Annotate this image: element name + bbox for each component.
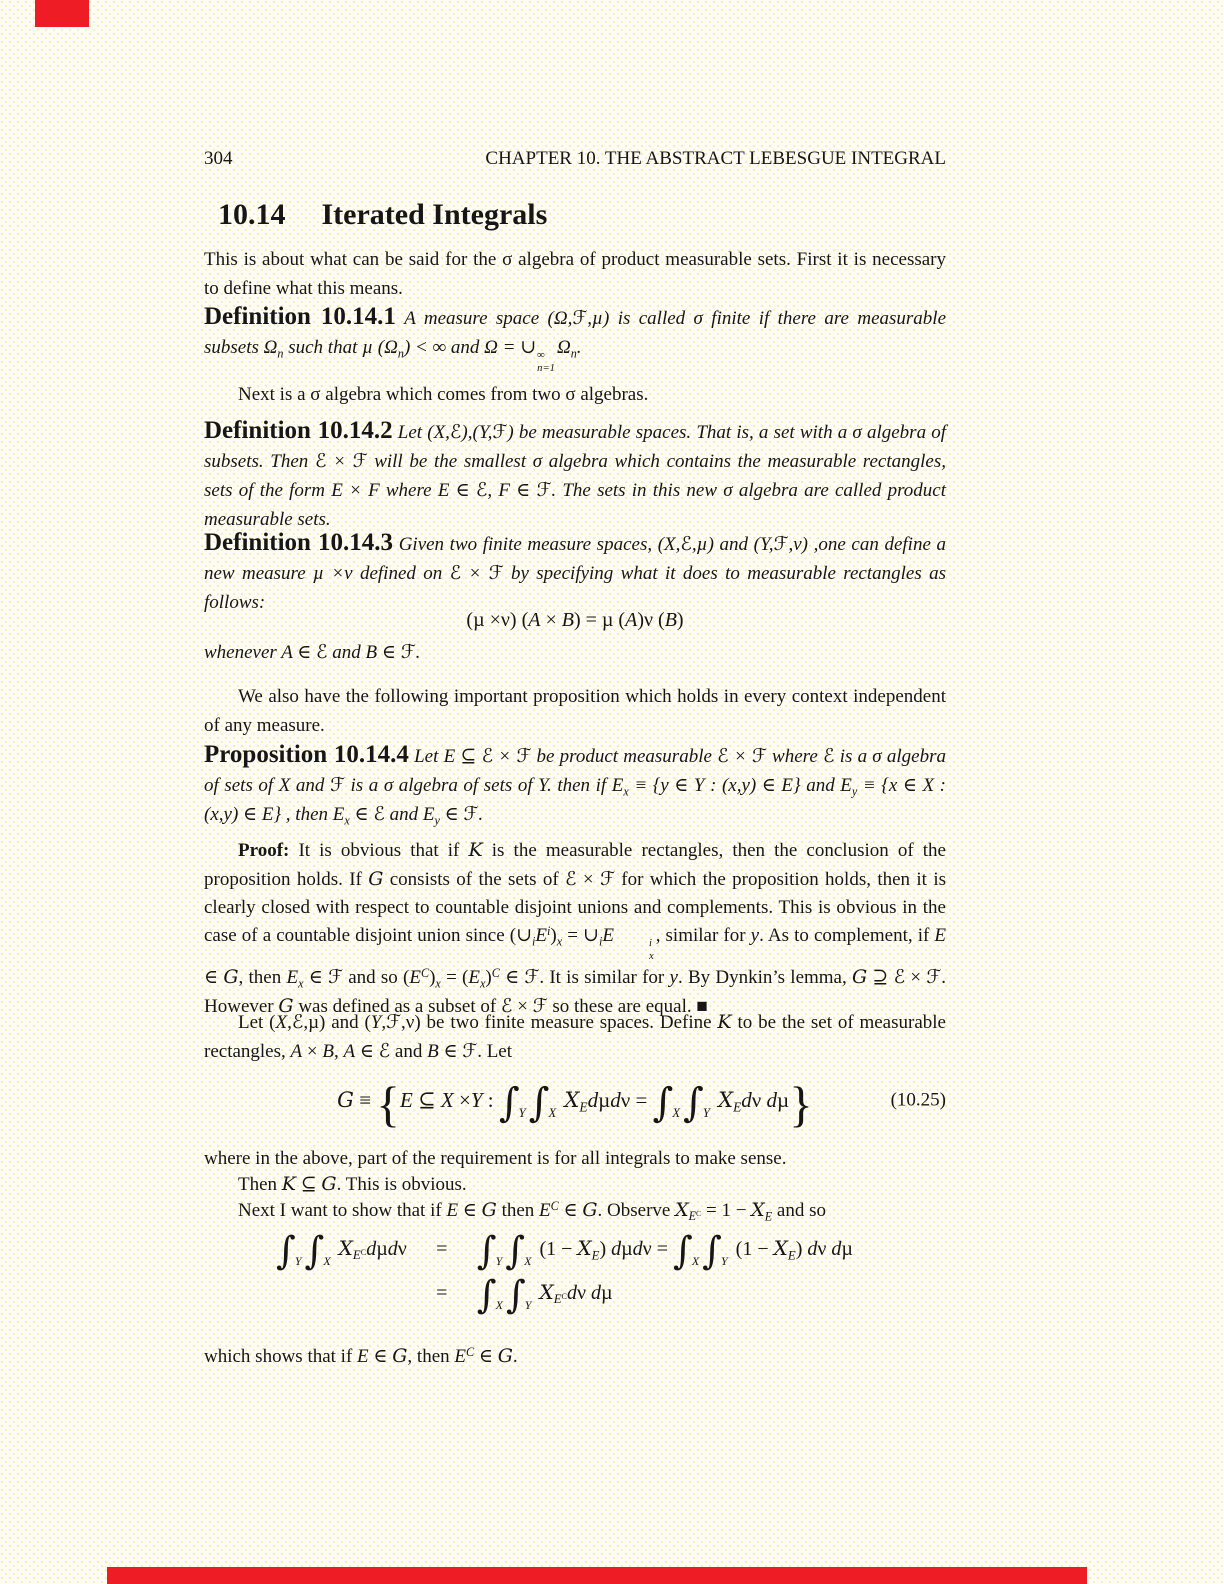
definition-10-14-2-heading: Definition 10.14.2 — [204, 417, 393, 444]
aligned-eq-row1-equals: = — [436, 1237, 448, 1260]
definition-10-14-2-body: Let (X,ℰ),(Y,ℱ) be measurable spaces. That is, a set with a σ algebra of subsets. Then ℰ × ℱ will be the smallest σ algebra which contains the measurable rectangles, sets of the form E × F where E ∈ ℰ, F ∈ ℱ. The sets in this new σ algebra are called product measurable sets. — [204, 422, 947, 530]
running-head — [204, 148, 946, 170]
equation-complement-derivation — [276, 1228, 1018, 1317]
equation-10-25-body: G ≡ {E ⊆ X ×Y : $\int_Y\int_X$ $X_Ed\mu d\nu = \int_X\int_Y$ $X_Ed\nu$ dµ} — [337, 1076, 813, 1132]
paragraph-where-above: where in the above, part of the requirement is for all integrals to make sense. — [204, 1148, 787, 1169]
proof-body: It is obvious that if K is the measurable rectangles, then the conclusion of the proposition holds. If G consists of the sets of ℰ × ℱ for which the proposition holds, then it is clearly closed with respect to countable disjoint unions and complements. This is obvious in the case of a countable disjoint union since $(\cup_iE^i)_x$ = $\cup_iE$ i x , similar for y. As to complement, if E ∈ G, then $E_x$ ∈ ℱ and so $(E^C)_x = (E_x)^C$ ∈ ℱ. It is similar for y. By Dynkin’s lemma, G ⊇ ℰ × ℱ. However G was defined as a subset of ℰ × ℱ so these are equal. ■ — [204, 839, 946, 1017]
equation-product-measure: (µ ×ν) (A × B) = µ (A)ν (B) — [466, 609, 684, 631]
definition-10-14-1-heading: Definition 10.14.1 — [204, 303, 396, 330]
paragraph-intro: This is about what can be said for the σ algebra of product measurable sets. First it is necessary to define what this means. — [204, 249, 946, 299]
paragraph-we-also: We also have the following important proposition which holds in every context independent of any measure. — [204, 686, 946, 736]
aligned-eq-row1-lhs: $\int_Y\int_X$ $X_{E^C}d\mu d\nu$ — [276, 1228, 407, 1273]
paragraph-let-two-spaces: Let (X,ℰ,µ) and (Y,ℱ,ν) be two finite measure spaces. Define K to be the set of measurable rectangles, A × B, A ∈ ℰ and B ∈ ℱ. Let — [204, 1011, 946, 1062]
section-heading — [218, 196, 946, 234]
definition-10-14-1 — [204, 304, 946, 375]
section-number: 10.14 — [218, 198, 286, 231]
equation-10-25 — [204, 1066, 946, 1134]
scan-artifact-bottom-red-bar — [107, 1567, 1087, 1584]
paragraph-then-k-in-g: Then K ⊆ G. This is obvious. — [238, 1173, 467, 1195]
definition-10-14-2 — [204, 418, 946, 534]
definition-10-14-3-heading: Definition 10.14.3 — [204, 529, 394, 556]
paragraph-whenever: whenever A ∈ ℰ and B ∈ ℱ. — [204, 642, 421, 663]
page-number: 304 — [204, 148, 233, 169]
aligned-eq-row2-equals: = — [436, 1281, 448, 1304]
scan-artifact-top-red-mark — [35, 0, 89, 27]
paragraph-which-shows: which shows that if E ∈ G, then $E^C$ ∈ G. — [204, 1344, 518, 1367]
proposition-10-14-4-body: Let E ⊆ ℰ × ℱ be product measurable ℰ × ℱ where ℰ is a σ algebra of sets of X and ℱ is a σ algebra of sets of Y. then if $E_x \equiv \{y$ ∈ Y : (x,y) ∈ E} and $E_y \equiv \{x$ ∈ X : (x,y) ∈ E} , then $E_x$ ∈ ℰ and $E_y$ ∈ ℱ. — [204, 746, 946, 828]
paragraph-next-show: Next I want to show that if E ∈ G then $E^C$ ∈ G. Observe $X_{E^C} = 1 - X_E$ and so — [238, 1198, 826, 1224]
definition-10-14-1-body: A measure space (Ω,ℱ,µ) is called σ finite if there are measurable subsets $\Omega_n$ such that µ $(\Omega_n)$ < ∞ and Ω = ∪ ∞ n=1 $\Omega_n$. — [204, 308, 947, 374]
section-title: Iterated Integrals — [321, 198, 548, 231]
proof-paragraph — [204, 836, 946, 1021]
proof-label: Proof: — [238, 840, 290, 861]
equation-10-25-tag: (10.25) — [890, 1089, 946, 1111]
aligned-eq-row2-rhs: $\int_X\int_Y$ $X_{E^C}d\nu$ dµ — [476, 1272, 613, 1317]
proposition-10-14-4-heading: Proposition 10.14.4 — [204, 741, 409, 768]
definition-10-14-3 — [204, 530, 946, 617]
proposition-10-14-4 — [204, 742, 946, 829]
paragraph-next-sigma: Next is a σ algebra which comes from two σ algebras. — [238, 384, 649, 405]
definition-10-14-3-body: Given two finite measure spaces, (X,ℰ,µ) and (Y,ℱ,ν) ,one can define a new measure µ ×ν defined on ℰ × ℱ by specifying what it does to measurable rectangles as follows: — [204, 534, 946, 613]
aligned-eq-row1-rhs: $\int_Y\int_X$ $(1 - X_E)$ $d\mu d\nu = \int_X\int_Y$ $(1 - X_E)$ dν dµ — [476, 1228, 853, 1273]
chapter-running-title: CHAPTER 10. THE ABSTRACT LEBESGUE INTEGRAL — [485, 148, 946, 169]
